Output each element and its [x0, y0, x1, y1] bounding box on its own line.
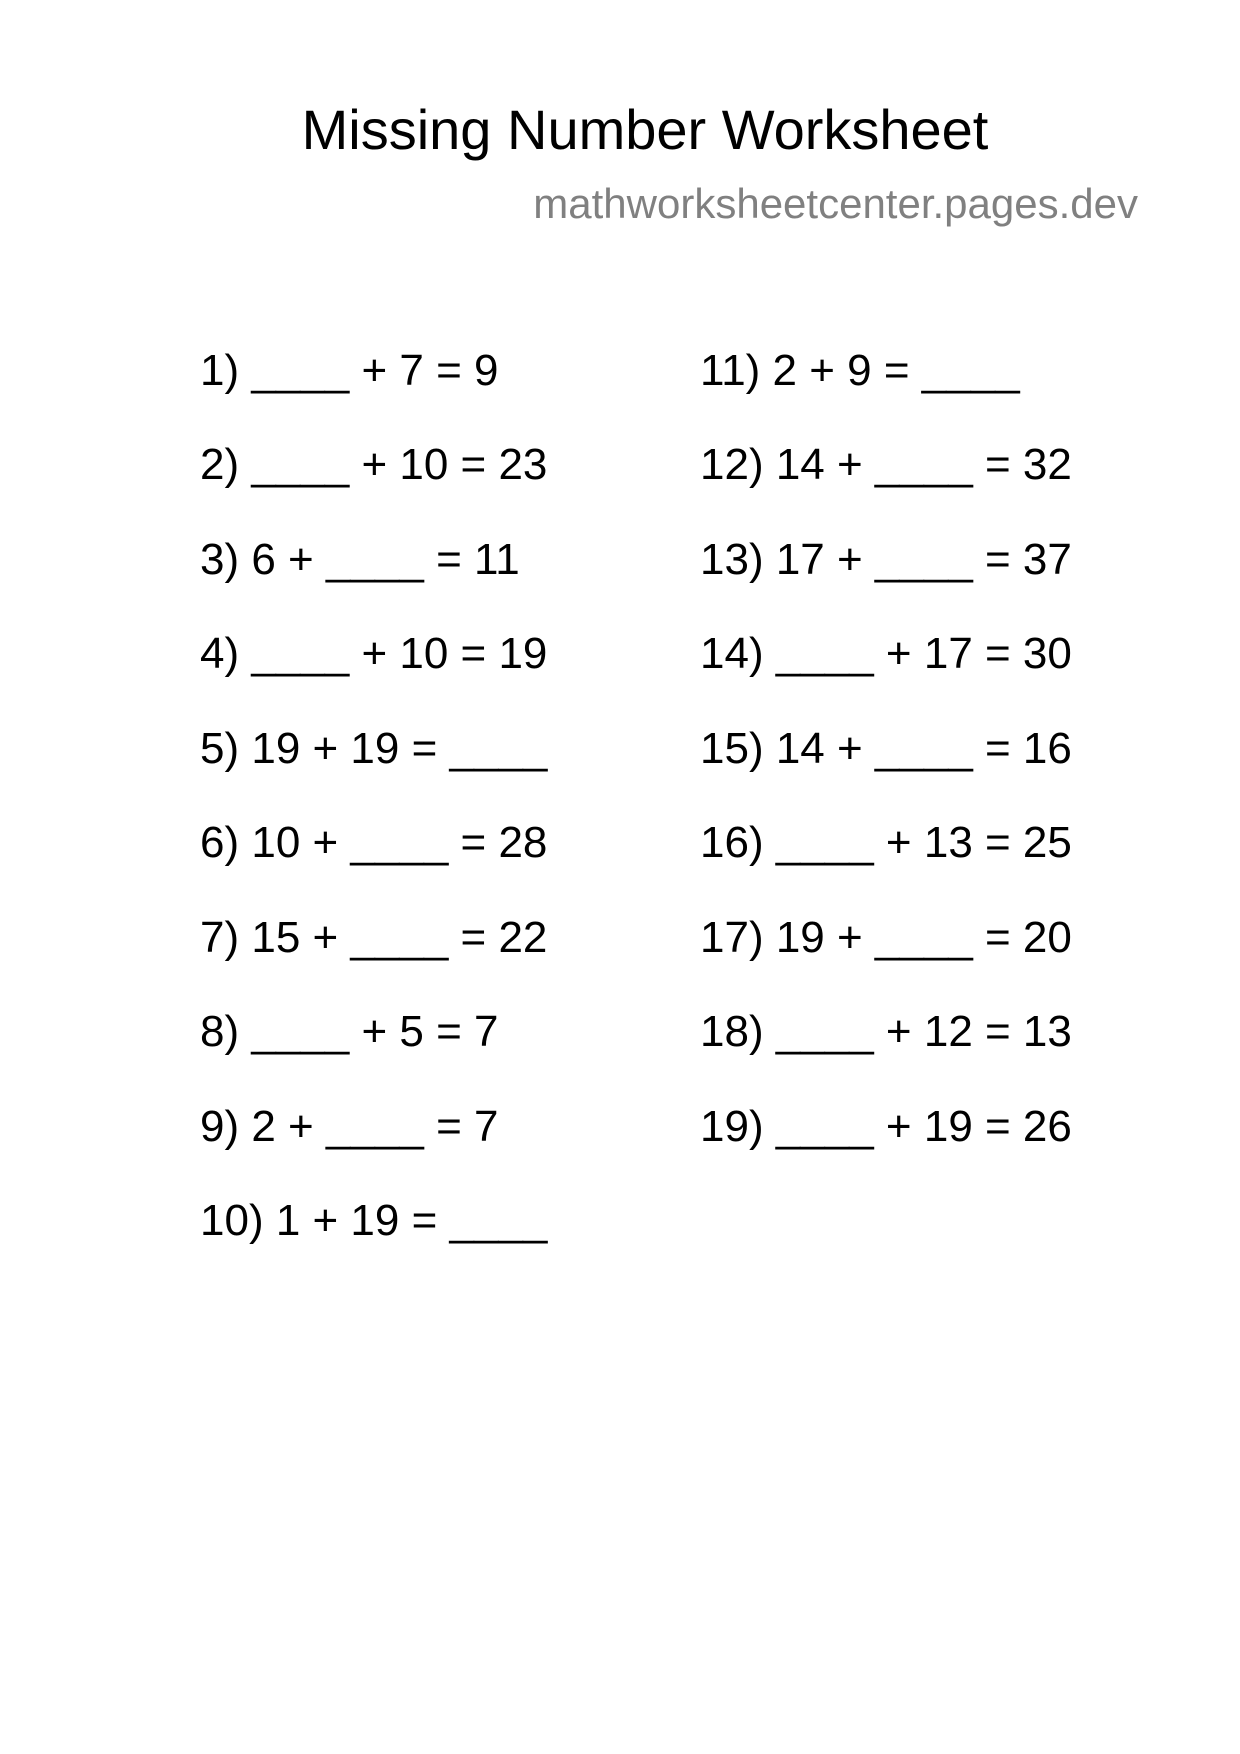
problem-item: 16) ____ + 13 = 25: [700, 818, 1072, 867]
problem-item: 17) 19 + ____ = 20: [700, 913, 1072, 962]
worksheet-source-url: mathworksheetcenter.pages.dev: [533, 180, 1138, 227]
problem-item: 7) 15 + ____ = 22: [200, 913, 548, 962]
problem-item: 1) ____ + 7 = 9: [200, 346, 499, 395]
problem-item: 15) 14 + ____ = 16: [700, 724, 1072, 773]
problem-item: 10) 1 + 19 = ____: [200, 1196, 548, 1245]
problem-item: 19) ____ + 19 = 26: [700, 1102, 1072, 1151]
problem-item: 4) ____ + 10 = 19: [200, 629, 548, 678]
problem-item: 6) 10 + ____ = 28: [200, 818, 548, 867]
problem-item: 3) 6 + ____ = 11: [200, 535, 520, 584]
problem-item: 14) ____ + 17 = 30: [700, 629, 1072, 678]
problem-item: 13) 17 + ____ = 37: [700, 535, 1072, 584]
problem-item: 5) 19 + 19 = ____: [200, 724, 548, 773]
problem-item: 11) 2 + 9 = ____: [700, 346, 1020, 395]
worksheet-title: Missing Number Worksheet: [301, 98, 989, 161]
problem-item: 18) ____ + 12 = 13: [700, 1007, 1072, 1056]
problem-item: 9) 2 + ____ = 7: [200, 1102, 499, 1151]
problem-item: 12) 14 + ____ = 32: [700, 440, 1072, 489]
problem-item: 2) ____ + 10 = 23: [200, 440, 548, 489]
problem-item: 8) ____ + 5 = 7: [200, 1007, 499, 1056]
